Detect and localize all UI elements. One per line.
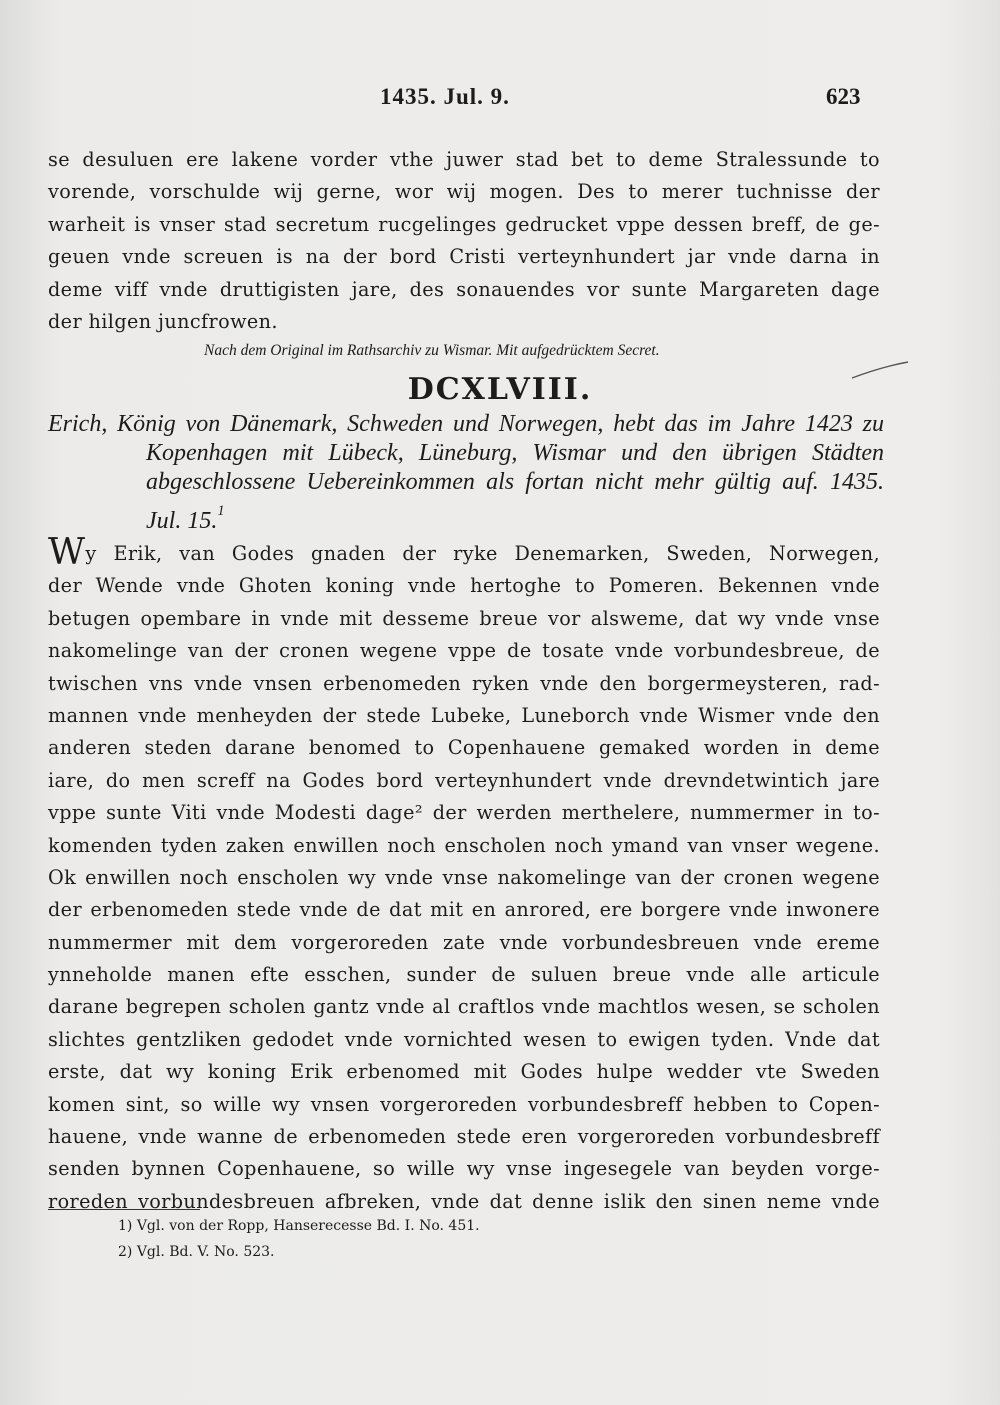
- footnote: 1) Vgl. von der Ropp, Hanserecesse Bd. I. No. 451.: [118, 1218, 480, 1234]
- document-number: DCXLVIII.: [407, 372, 593, 407]
- text-line: ynneholde manen efte esschen, sunder de suluen breue vnde alle articule: [48, 963, 880, 987]
- footnotes: [118, 1213, 480, 1265]
- regest-line: abgeschlossene Uebereinkommen als fortan nicht mehr gültig auf. 1435.: [146, 469, 884, 495]
- text-line: [48, 532, 880, 573]
- text-line: der Wende vnde Ghoten koning vnde hertoghe to Pomeren. Bekennen vnde: [48, 574, 880, 598]
- text-line: anderen steden darane benomed to Copenhauene gemaked worden in deme: [48, 736, 880, 760]
- text-line: mannen vnde menheyden der stede Lubeke, Luneborch vnde Wismer vnde den: [48, 703, 880, 727]
- text-line: twischen vns vnde vnsen erbenomeden ryken vnde den borgermeysteren, rad-: [48, 671, 880, 695]
- text-line: darane begrepen scholen gantz vnde al craftlos vnde machtlos wesen, se scholen: [48, 995, 880, 1019]
- page-number: 623: [826, 84, 861, 109]
- text-line: komenden tyden zaken enwillen noch enscholen noch ymand van vnser wegene.: [48, 833, 880, 857]
- text-line: iare, do men screff na Godes bord verteynhundert vnde drevndetwintich jare: [48, 768, 880, 792]
- footnote-mark: 1: [217, 503, 225, 519]
- regest-line: Erich, König von Dänemark, Schweden und Norwegen, hebt das im Jahre 1423 zu: [48, 411, 884, 437]
- source-note: Nach dem Original im Rathsarchiv zu Wismar. Mit aufgedrücktem Secret.: [204, 342, 660, 359]
- drop-initial: W: [48, 532, 86, 573]
- document-regest: [48, 410, 884, 535]
- text-line: der hilgen juncfrowen.: [48, 309, 278, 333]
- running-head: [0, 84, 1000, 118]
- text-line: Ok enwillen noch enscholen wy vnde vnse nakomelinge van der cronen wegene: [48, 865, 880, 889]
- text-line: komen sint, so wille wy vnsen vorgeroreden vorbundesbreff hebben to Copen-: [48, 1092, 880, 1116]
- text-line: slichtes gentzliken gedodet vnde vornichted wesen to ewigen tyden. Vnde dat: [48, 1027, 880, 1051]
- regest-line: Kopenhagen mit Lübeck, Lüneburg, Wismar und den übrigen Städten: [146, 440, 884, 466]
- text-line: nakomelinge van der cronen wegene vppe de tosate vnde vorbundesbreue, de: [48, 639, 880, 663]
- running-head-date: 1435. Jul. 9.: [380, 84, 510, 109]
- text-line: erste, dat wy koning Erik erbenomed mit Godes hulpe wedder vte Sweden: [48, 1060, 880, 1084]
- text-line: roreden vorbundesbreuen afbreken, vnde dat denne islik den sinen neme vnde: [48, 1189, 880, 1213]
- regest-line: [48, 497, 884, 535]
- text-line: deme viff vnde druttigisten jare, des sonauendes vor sunte Margareten dage: [48, 277, 880, 301]
- text-line: nummermer mit dem vorgeroreden zate vnde vorbundesbreuen vnde ereme: [48, 930, 880, 954]
- footnote-rule: [48, 1209, 200, 1210]
- text-line: se desuluen ere lakene vorder vthe juwer stad bet to deme Stralessunde to: [48, 148, 880, 171]
- text-line: vorende, vorschulde wij gerne, wor wij mogen. Des to merer tuchnisse der: [48, 180, 880, 204]
- regest-line-text: Jul. 15.: [146, 508, 218, 535]
- document-text: [48, 532, 880, 1218]
- text-line-content: y Erik, van Godes gnaden der ryke Denemarken, Sweden, Norwegen,: [85, 542, 880, 565]
- text-line: warheit is vnser stad secretum rucgelinges gedrucket vppe dessen breff, de ge-: [48, 212, 880, 236]
- text-line: hauene, vnde wanne de erbenomeden stede eren vorgeroreden vorbundesbreff: [48, 1125, 880, 1149]
- text-line: der erbenomeden stede vnde de dat mit en anrored, ere borgere vnde inwonere: [48, 898, 880, 922]
- text-line: geuen vnde screuen is na der bord Cristi verteynhundert jar vnde darna in: [48, 245, 880, 269]
- previous-document-text: [48, 144, 880, 338]
- text-line: senden bynnen Copenhauene, so wille wy vnse ingesegele van beyden vorge-: [48, 1157, 880, 1181]
- footnote: 2) Vgl. Bd. V. No. 523.: [118, 1244, 275, 1260]
- text-line: vppe sunte Viti vnde Modesti dage² der werden merthelere, nummermer in to-: [48, 801, 880, 825]
- text-line: betugen opembare in vnde mit desseme breue vor alsweme, dat wy vnde vnse: [48, 606, 880, 630]
